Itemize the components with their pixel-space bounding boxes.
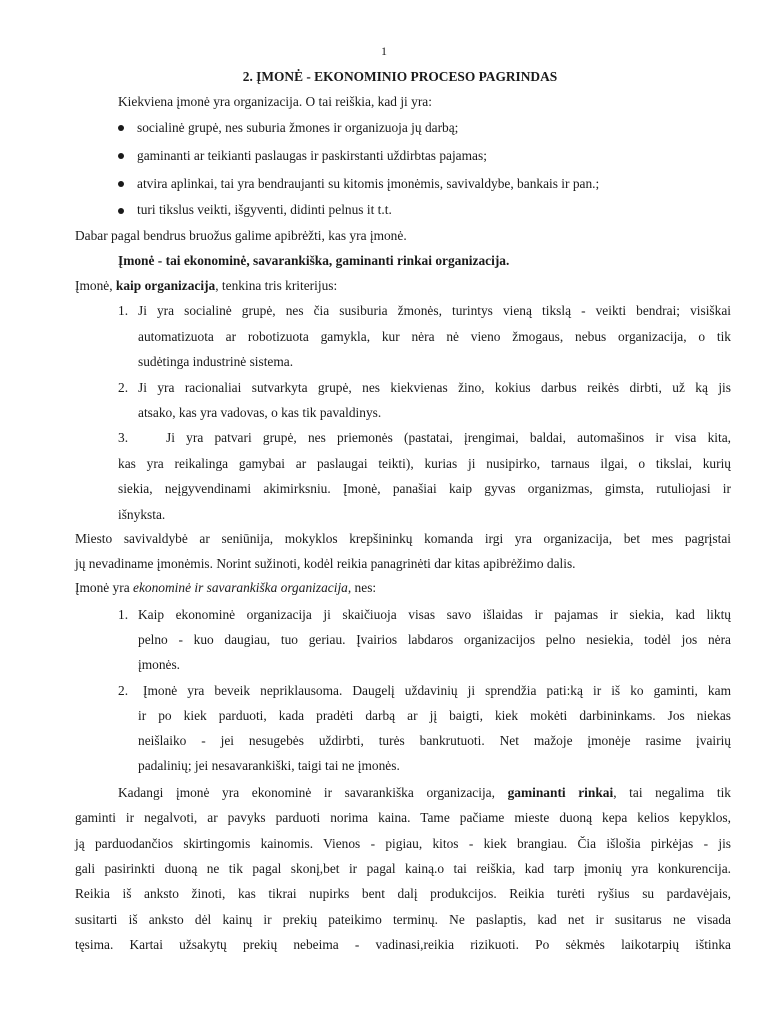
kadangi-text: Kadangi įmonė yra ekonominė ir savarankiška organizacija, bbox=[118, 785, 508, 800]
criterion-line: Ji yra racionaliai sutvarkyta grupė, nes kiekvienas žino, kokius darbus reikės dirbti, už ką jis bbox=[138, 380, 731, 395]
reason-line: padalinių; jei nesavarankiški, taigi tai ne įmonės. bbox=[138, 758, 400, 773]
chapter-title: 2. ĮMONĖ - EKONOMINIO PROCESO PAGRINDAS bbox=[242, 69, 558, 84]
reason-line: pelno - kuo daugiau, tuo geriau. Įvairios labdaros organizacijos pelno nesiekia, todėl jos nėra bbox=[138, 632, 731, 647]
criterion-line: Ji yra patvari grupė, nes priemonės (pastatai, įrengimai, baldai, automašinos ir visa kita, bbox=[166, 430, 731, 445]
criteria-intro bbox=[75, 278, 337, 294]
reasons-intro bbox=[75, 580, 376, 596]
paragraph-line: susitarti iš anksto dėl kainų ir prekių pateikimo terminų. Ne paslaptis, kad net ir susitarus ne visada bbox=[75, 912, 731, 927]
paragraph-line: ją parduodančios skirtingomis kainomis. Vienos - pigiau, kitos - kiek brangiau. Čia išlošia pirkėjas - jis bbox=[75, 836, 731, 851]
bullet-item: atvira aplinkai, tai yra bendraujanti su kitomis įmonėmis, savivaldybe, bankais ir pan.; bbox=[137, 176, 600, 191]
bullet-item: gaminanti ar teikianti paslaugas ir paskirstanti uždirbtas pajamas; bbox=[137, 148, 487, 163]
bullet-icon bbox=[118, 153, 124, 159]
bullet-icon bbox=[118, 208, 124, 214]
criteria-intro-bold: kaip organizacija bbox=[115, 278, 216, 293]
criterion-line: atsako, kas yra vadovas, o kas tik pavaldinys. bbox=[138, 405, 382, 420]
bullet-item: socialinė grupė, nes suburia žmones ir organizuoja jų darbą; bbox=[137, 120, 459, 135]
reasons-intro-text: Įmonė yra bbox=[75, 580, 134, 595]
criterion-line: išnyksta. bbox=[118, 507, 166, 522]
bullet-icon bbox=[118, 125, 124, 131]
bullet-item: turi tikslus veikti, išgyventi, didinti pelnus it t.t. bbox=[137, 202, 392, 217]
reason-line: Kaip ekonominė organizacija ji skaičiuoja visas savo išlaidas ir pajamas ir siekia, kad liktų bbox=[138, 607, 731, 622]
paragraph-line bbox=[118, 785, 731, 801]
definition-statement: Įmonė - tai ekonominė, savarankiška, gaminanti rinkai organizacija. bbox=[118, 253, 510, 268]
list-number: 1. bbox=[118, 607, 129, 622]
criterion-line: sudėtinga industrinė sistema. bbox=[138, 354, 294, 369]
criteria-intro-text: Įmonė, bbox=[75, 278, 116, 293]
criterion-line: siekia, neįgyvendinami akimirksniu. Įmonė, panašiai kaip gyvas organizmas, gimsta, rutuliojasi ir bbox=[118, 481, 731, 496]
reason-line: ir po kiek parduoti, kada pradėti darbą ar jį baigti, kiek mokėti darbininkams. Jos niekas bbox=[138, 708, 731, 723]
page-number: 1 bbox=[381, 44, 387, 58]
definition-intro: Dabar pagal bendrus bruožus galime apibrėžti, kas yra įmonė. bbox=[75, 228, 407, 243]
reasons-intro-tail: , nes: bbox=[347, 580, 377, 595]
list-number: 1. bbox=[118, 303, 129, 318]
paragraph-line: Miesto savivaldybė ar seniūnija, mokyklos krepšininkų komanda irgi yra organizacija, bet mes pagrįstai bbox=[75, 531, 731, 546]
list-number: 2. bbox=[118, 380, 129, 395]
reason-line: Įmonė yra beveik nepriklausoma. Daugelį uždavinių ji sprendžia pati:ką ir iš ko gaminti, kam bbox=[143, 683, 731, 698]
intro-paragraph: Kiekviena įmonė yra organizacija. O tai reiškia, kad ji yra: bbox=[118, 94, 432, 109]
paragraph-line: gaminti ir negalvoti, ar pavyks parduoti norima kaina. Tame pačiame mieste duoną kepa kelios kepyklos, bbox=[75, 810, 731, 825]
kadangi-bold: gaminanti rinkai bbox=[507, 785, 614, 800]
criteria-intro-tail: , tenkina tris kriterijus: bbox=[215, 278, 338, 293]
paragraph-line: jų nevadiname įmonėmis. Norint sužinoti, kodėl reikia panagrinėti dar kitas apibrėžimo dalis. bbox=[75, 556, 576, 571]
criterion-line: Ji yra socialinė grupė, nes čia susiburia žmonės, turintys vieną tikslą - veikti bendrai; visiškai bbox=[138, 303, 731, 318]
bullet-icon bbox=[118, 181, 124, 187]
reason-line: neišlaiko - jei nesugebės uždirbti, turės bankrutuoti. Net mažoje įmonėje rasime įvairių bbox=[138, 733, 731, 748]
kadangi-tail: , tai negalima tik bbox=[613, 785, 731, 800]
paragraph-line: Reikia iš anksto žinoti, kas tikrai nupirks bent dalį produkcijos. Reikia turėti ryšius su pardavėjais, bbox=[75, 886, 731, 901]
reason-line: įmonės. bbox=[138, 657, 181, 672]
criterion-line: kas yra reikalinga gamybai ar paslaugai teikti), kurias ji nusipirko, tarnaus ilgai, o tikslai, kurių bbox=[118, 456, 731, 471]
paragraph-line: gali pasirinkti duoną ne tik pagal skonį,bet ir pagal kainą.o tai reiškia, kad tarp įmonių yra konkurencija. bbox=[75, 861, 731, 876]
criterion-line: automatizuota ar robotizuota gamykla, kur nėra nė vieno žmogaus, nebus organizacija, o tik bbox=[138, 329, 731, 344]
list-number: 3. bbox=[118, 430, 129, 445]
reasons-intro-italic: ekonominė ir savarankiška organizacija bbox=[133, 580, 348, 595]
paragraph-line: tęsima. Kartai užsakytų prekių nebeima - vadinasi,reikia rizikuoti. Po sėkmės laikotarpių ištinka bbox=[75, 937, 731, 952]
list-number: 2. bbox=[118, 683, 129, 698]
